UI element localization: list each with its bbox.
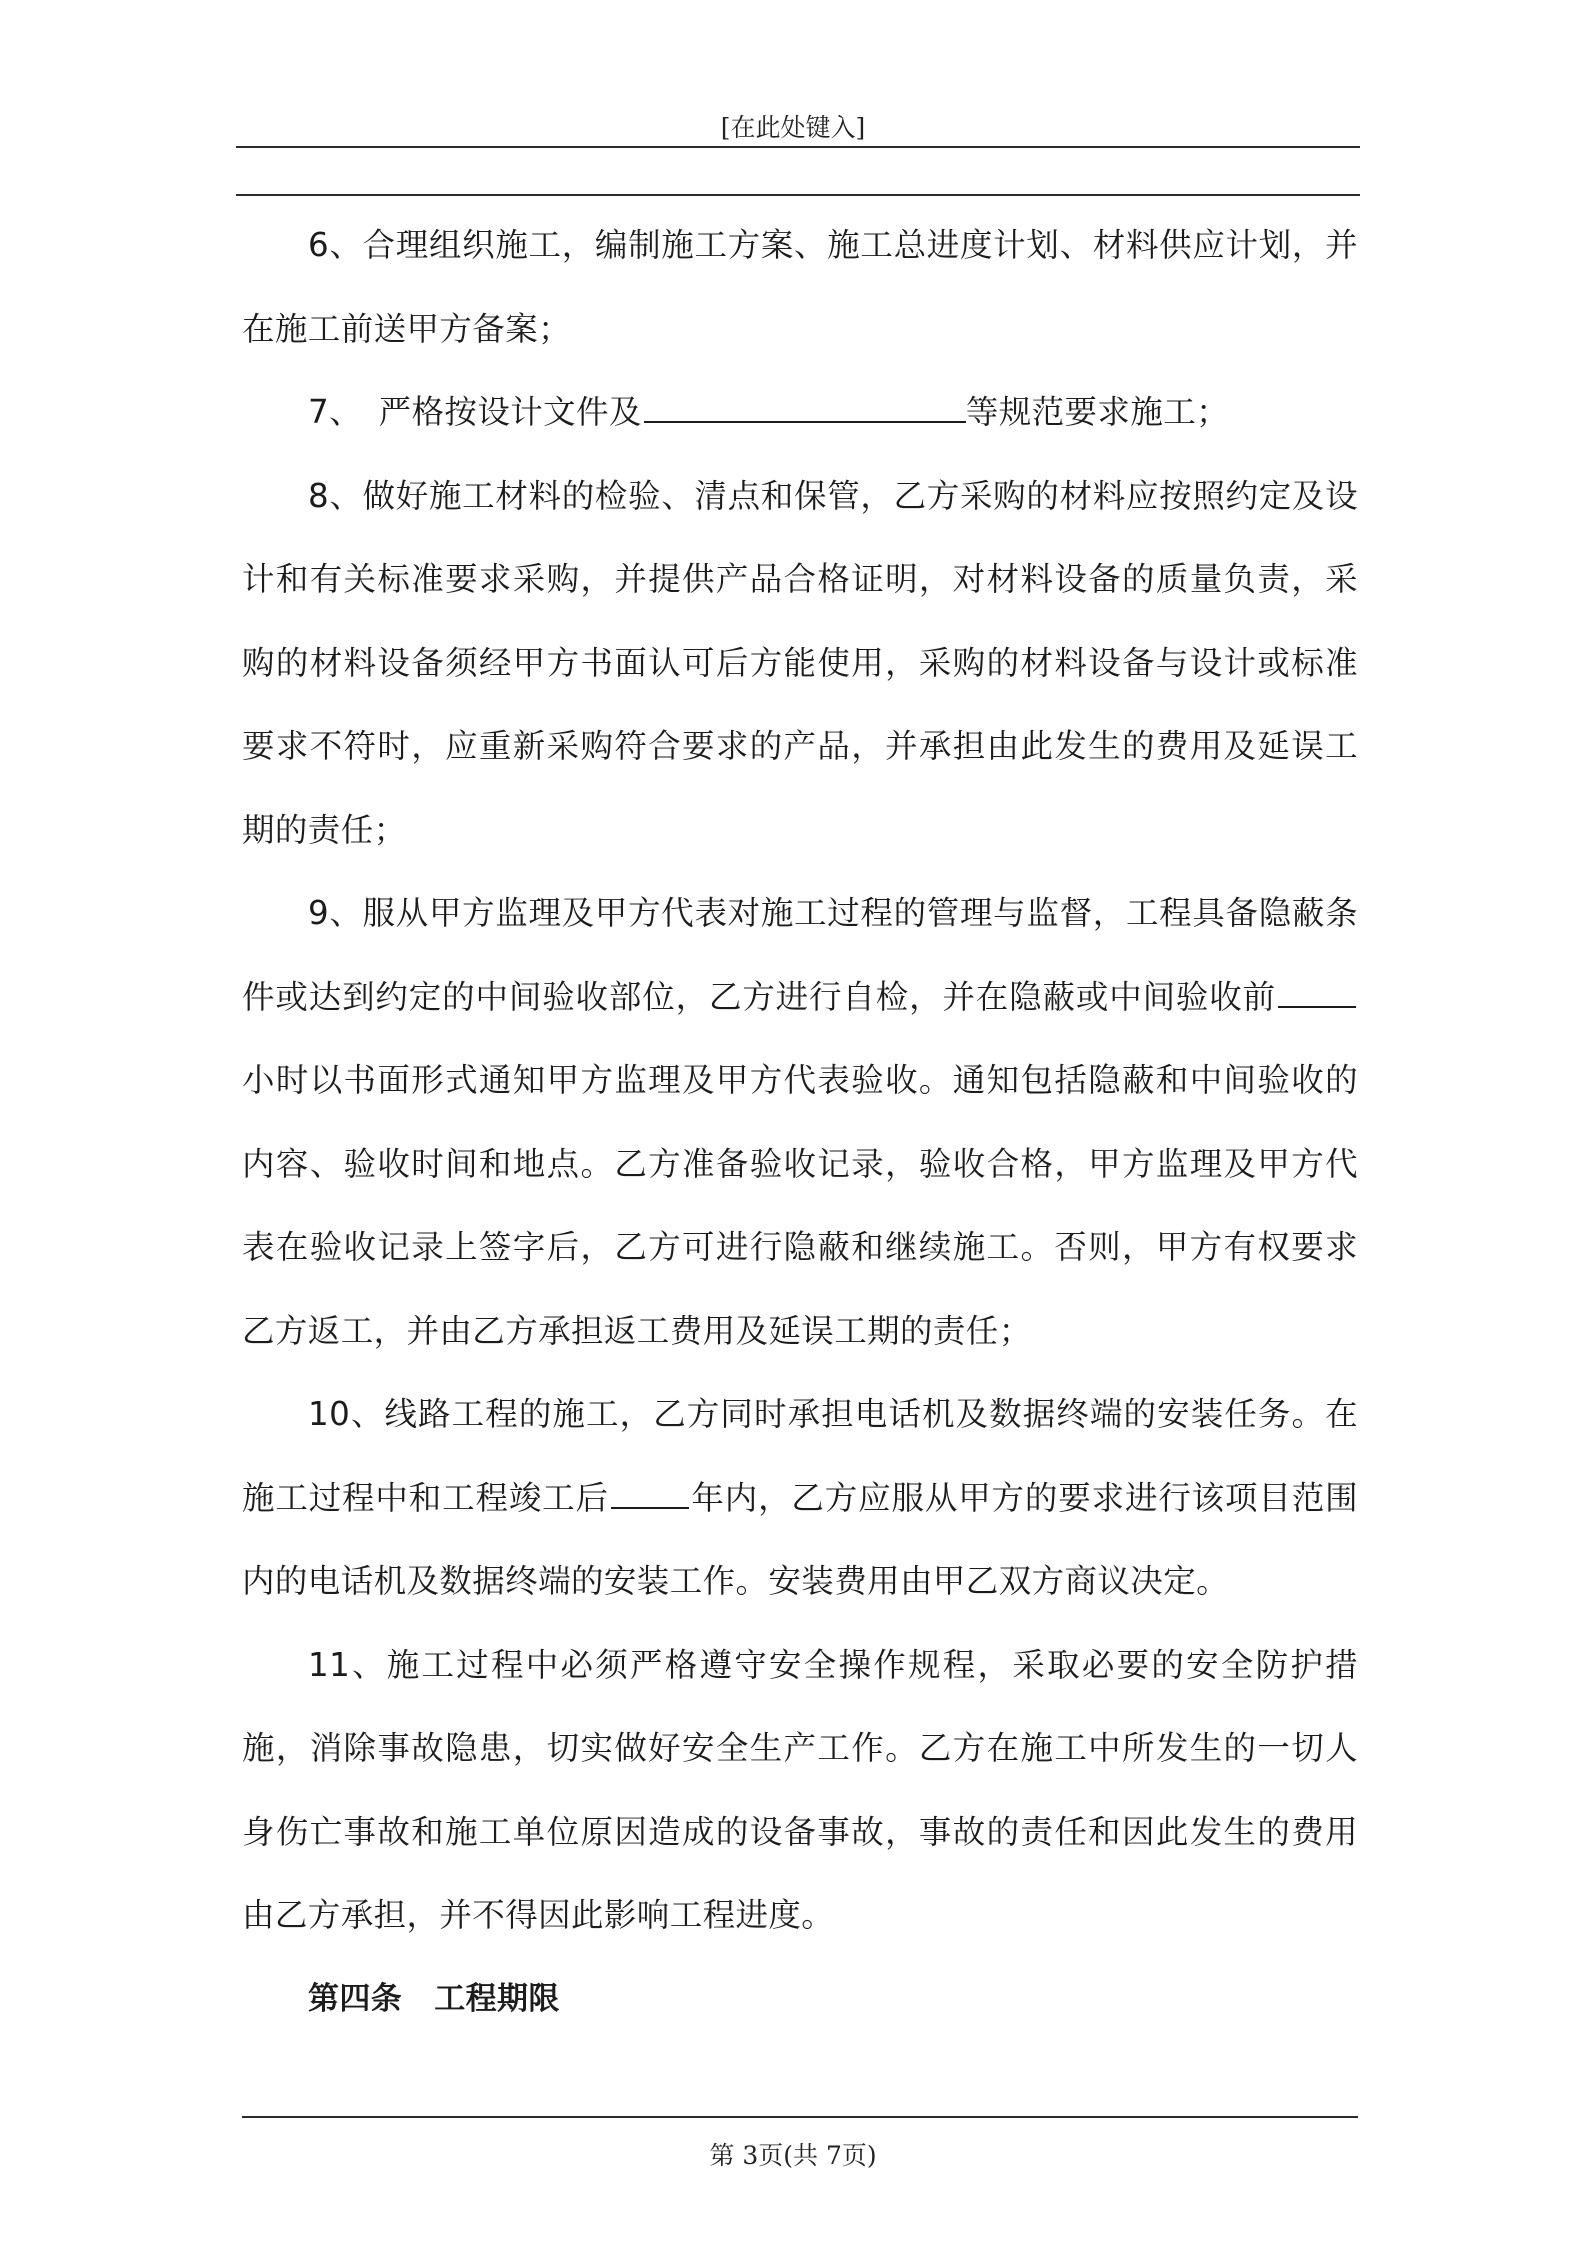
clause-7 bbox=[242, 371, 1358, 455]
clause-7-text-before: 7、 严格按设计文件及 bbox=[308, 393, 642, 431]
document-body bbox=[242, 204, 1358, 2041]
clause-9-text-before: 9、服从甲方监理及甲方代表对施工过程的管理与监督，工程具备隐蔽条件或达到约定的中间验收部位，乙方进行自检，并在隐蔽或中间验收前 bbox=[242, 894, 1358, 1016]
clause-10 bbox=[242, 1373, 1358, 1624]
header-rule-top bbox=[236, 146, 1360, 148]
footer-rule bbox=[242, 2116, 1358, 2118]
clause-6: 6、合理组织施工，编制施工方案、施工总进度计划、材料供应计划，并在施工前送甲方备案； bbox=[242, 226, 1358, 348]
clause-7-text-after: 等规范要求施工； bbox=[965, 393, 1230, 431]
section-title: 工程期限 bbox=[434, 1980, 560, 2017]
clause-10-text-after: 年内，乙方应服从甲方的要求进行该项目范围内的电话机及数据终端的安装工作。安装费用由甲乙双方商议决定。 bbox=[242, 1478, 1358, 1600]
clause-10-text-before: 10、线路工程的施工，乙方同时承担电话机及数据终端的安装任务。在施工过程中和工程竣工后 bbox=[242, 1395, 1358, 1517]
clause-9-text-after: 小时以书面形式通知甲方监理及甲方代表验收。通知包括隐蔽和中间验收的内容、验收时间和地点。乙方准备验收记录，验收合格，甲方监理及甲方代表在验收记录上签字后，乙方可进行隐蔽和继续施工。否则，甲方有权要求乙方返工，并由乙方承担返工费用及延误工期的责任； bbox=[242, 1061, 1358, 1350]
fill-blank-hours[interactable] bbox=[1278, 976, 1356, 1008]
clause-11: 11、施工过程中必须严格遵守安全操作规程，采取必要的安全防护措施，消除事故隐患，切实做好安全生产工作。乙方在施工中所发生的一切人身伤亡事故和施工单位原因造成的设备事故，事故的责任和因此发生的费用由乙方承担，并不得因此影响工程进度。 bbox=[242, 1645, 1358, 1934]
header-rule-bottom bbox=[236, 194, 1360, 196]
section-heading bbox=[242, 1958, 1358, 2042]
fill-blank-years[interactable] bbox=[611, 1477, 689, 1509]
page-number: 第 3页(共 7页) bbox=[709, 2141, 877, 2170]
fill-blank-standards[interactable] bbox=[644, 391, 966, 423]
clause-9 bbox=[242, 872, 1358, 1373]
page-header: [在此处键入] bbox=[720, 113, 866, 142]
section-number: 第四条 bbox=[308, 1980, 403, 2017]
clause-8: 8、做好施工材料的检验、清点和保管，乙方采购的材料应按照约定及设计和有关标准要求采购，并提供产品合格证明，对材料设备的质量负责，采购的材料设备须经甲方书面认可后方能使用，采购的材料设备与设计或标准要求不符时，应重新采购符合要求的产品，并承担由此发生的费用及延误工期的责任； bbox=[242, 476, 1358, 849]
